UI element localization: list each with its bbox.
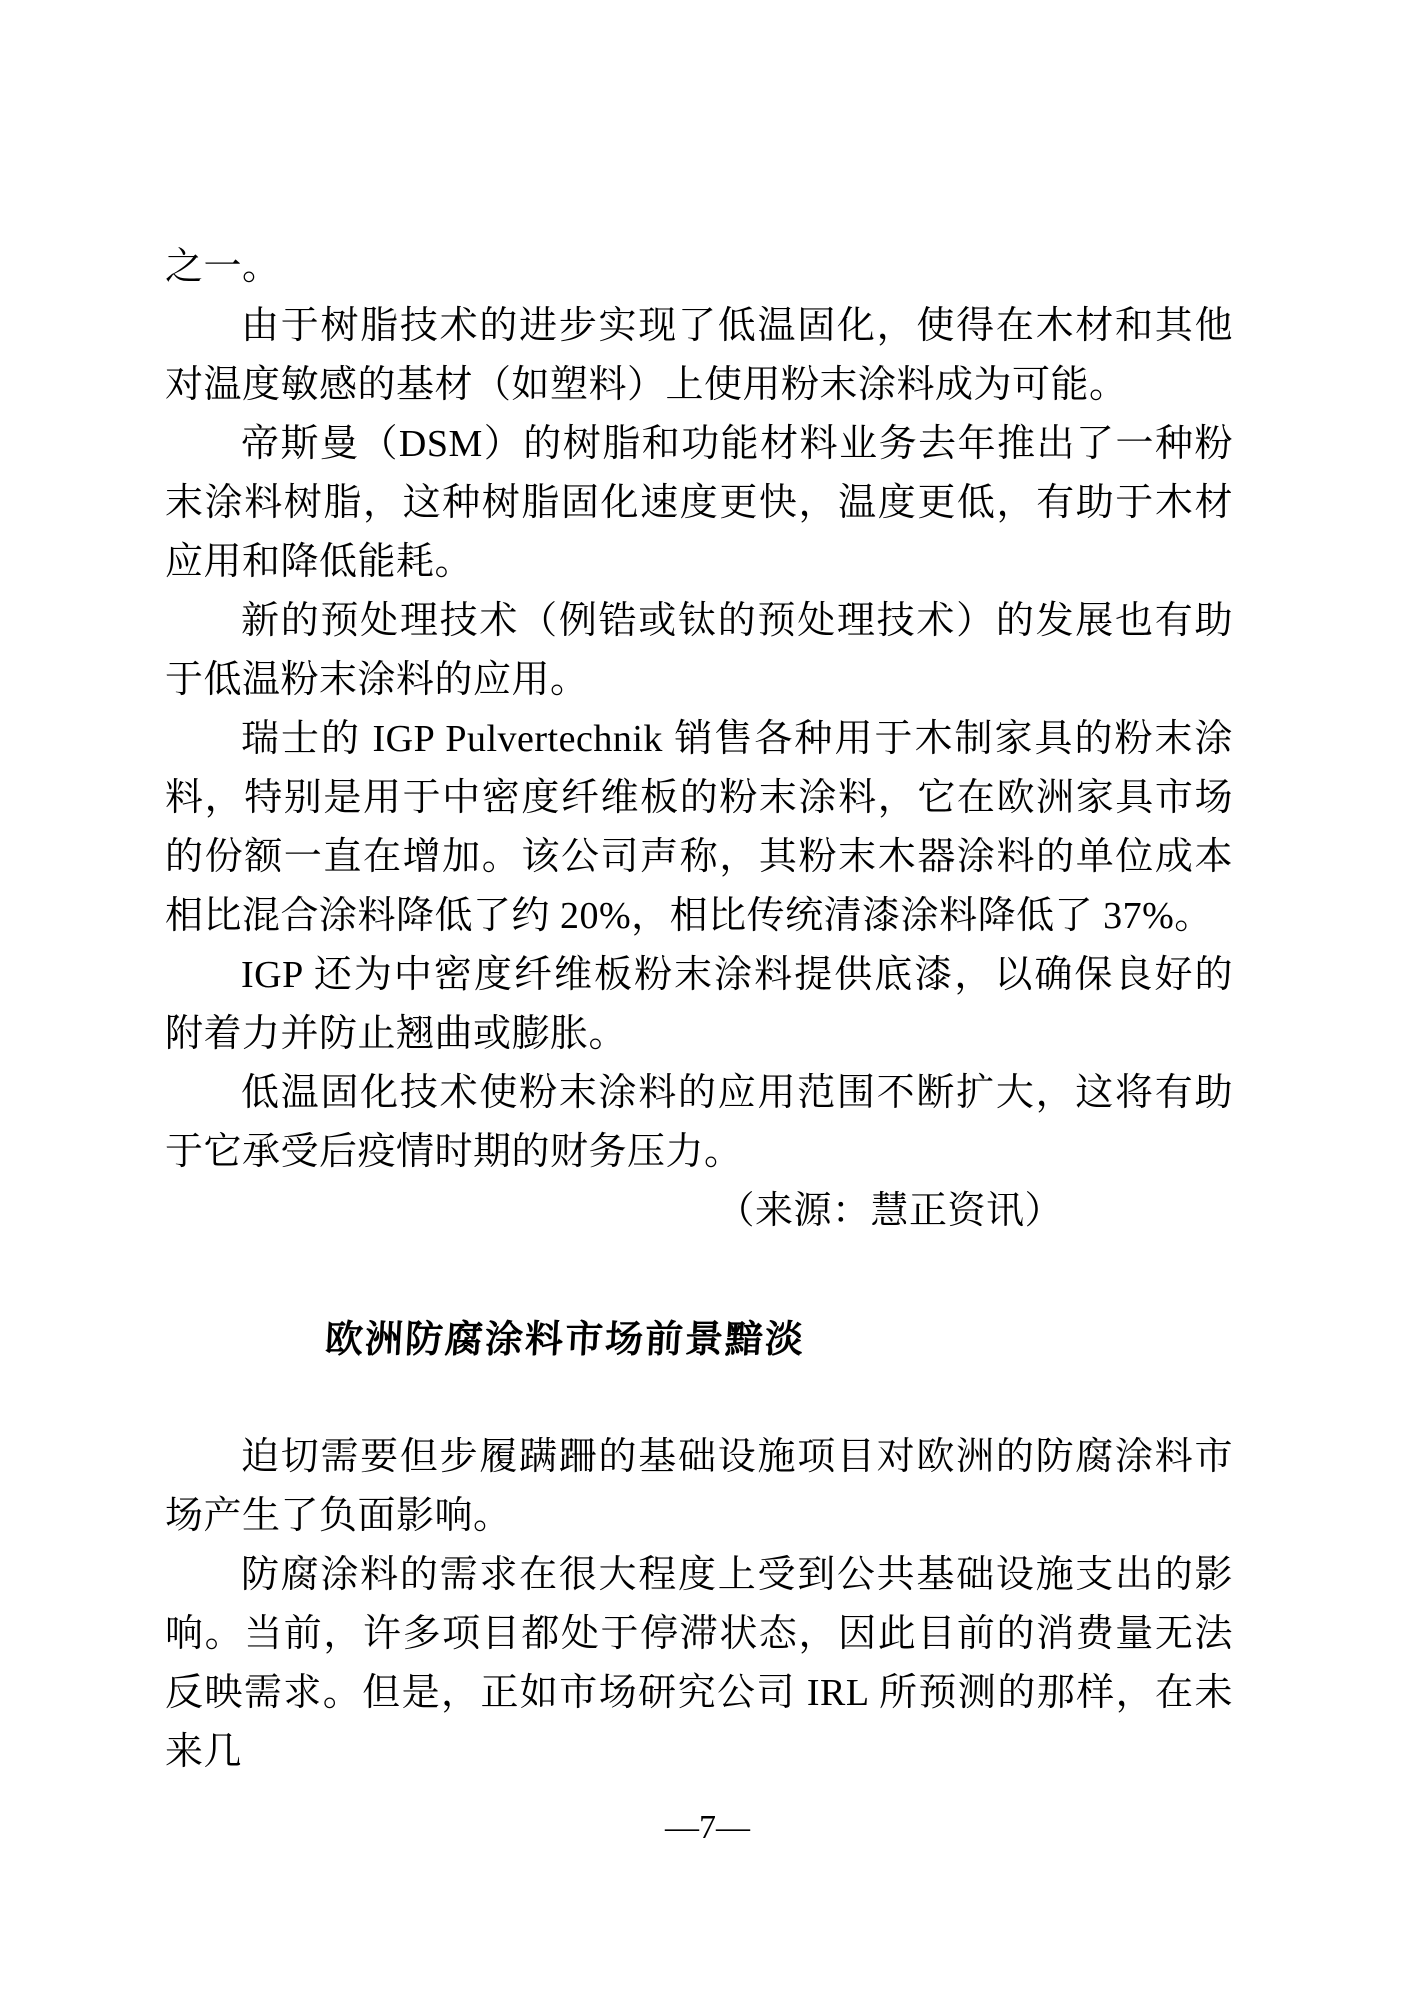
page-number: —7— [665,1809,750,1846]
paragraph: 瑞士的 IGP Pulvertechnik 销售各种用于木制家具的粉末涂料，特别是用于中密度纤维板的粉末涂料，它在欧洲家具市场的份额一直在增加。该公司声称，其粉末木器涂料的单位成本相比混合涂料降低了约 20%，相比传统清漆涂料降低了 37%。 [165,718,1233,937]
paragraph: 帝斯曼（DSM）的树脂和功能材料业务去年推出了一种粉末涂料树脂，这种树脂固化速度更快，温度更低，有助于木材应用和降低能耗。 [165,423,1233,583]
paragraph: 新的预处理技术（例锆或钛的预处理技术）的发展也有助于低温粉末涂料的应用。 [165,600,1233,701]
paragraph: 迫切需要但步履蹒跚的基础设施项目对欧洲的防腐涂料市场产生了负面影响。 [165,1436,1233,1537]
paragraph: 防腐涂料的需求在很大程度上受到公共基础设施支出的影响。当前，许多项目都处于停滞状态，因此目前的消费量无法反映需求。但是，正如市场研究公司 IRL 所预测的那样，在未来几 [165,1554,1233,1773]
page-content [165,238,1233,1782]
section-heading: 欧洲防腐涂料市场前景黯淡 [323,1319,807,1361]
paragraph: 由于树脂技术的进步实现了低温固化，使得在木材和其他对温度敏感的基材（如塑料）上使用粉末涂料成为可能。 [165,305,1233,406]
paragraph: 低温固化技术使粉末涂料的应用范围不断扩大，这将有助于它承受后疫情时期的财务压力。 [165,1072,1233,1173]
source-attribution: （来源：慧正资讯） [716,1190,1063,1232]
paragraph-continuation: 之一。 [165,246,281,288]
section-body [165,1428,1233,1782]
paragraph: IGP 还为中密度纤维板粉末涂料提供底漆，以确保良好的附着力并防止翘曲或膨胀。 [165,954,1233,1055]
